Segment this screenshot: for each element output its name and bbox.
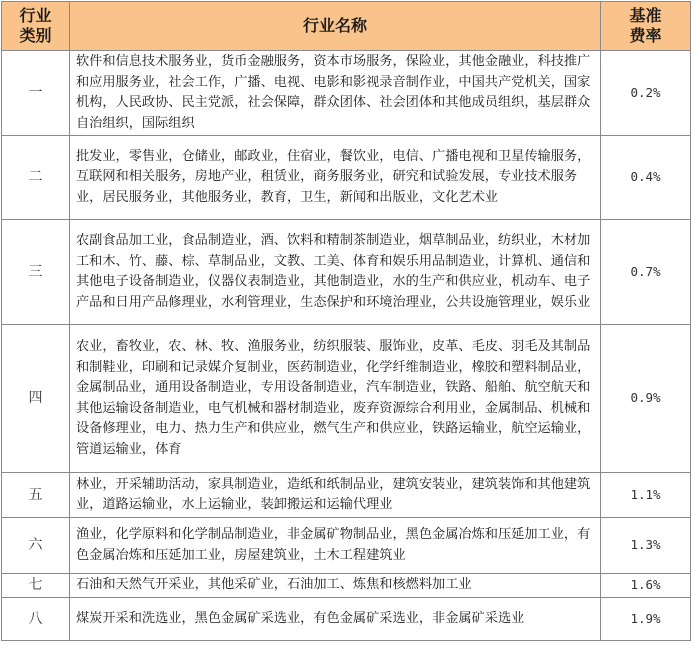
industry-names-cell: 批发业，零售业，仓储业，邮政业，住宿业，餐饮业，电信、广播电视和卫星传输服务，互联网和相关服务，房地产业，租赁业，商务服务业，研究和试验发展，专业技术服务业，居民服务业，其他服务业，教育，卫生，新闻和出版业，文化艺术业	[70, 136, 601, 220]
rate-cell: 0.2%	[601, 51, 691, 136]
header-row	[2, 2, 691, 51]
header-rate-line1: 基准	[629, 6, 662, 25]
header-base-rate	[601, 2, 691, 51]
industry-rate-table	[1, 1, 691, 641]
industry-names-cell: 农业，畜牧业，农、林、牧、渔服务业，纺织服装、服饰业，皮革、毛皮、羽毛及其制品和制鞋业，印刷和记录媒介复制业，医药制造业，化学纤维制造业，橡胶和塑料制品业，金属制品业，通用设备制造业，专用设备制造业，汽车制造业，铁路、船舶、航空航天和其他运输设备制造业，电气机械和器材制造业，废弃资源综合利用业，金属制品、机械和设备修理业，电力、热力生产和供应业，燃气生产和供应业，铁路运输业，航空运输业，管道运输业，体育	[70, 325, 601, 473]
table-row	[2, 574, 691, 598]
industry-names-cell: 农副食品加工业，食品制造业，酒、饮料和精制茶制造业，烟草制品业，纺织业，木材加工和木、竹、藤、棕、草制品业，文教、工美、体育和娱乐用品制造业，计算机、通信和其他电子设备制造业，仪器仪表制造业，其他制造业，水的生产和供应业，机动车、电子产品和日用产品修理业，水利管理业，生态保护和环境治理业，公共设施管理业，娱乐业	[70, 220, 601, 325]
header-industry-name: 行业名称	[70, 2, 601, 51]
rate-cell: 1.6%	[601, 574, 691, 598]
category-cell: 五	[2, 473, 70, 518]
category-cell: 七	[2, 574, 70, 598]
category-cell: 一	[2, 51, 70, 136]
rate-cell: 0.9%	[601, 325, 691, 473]
rate-cell: 1.3%	[601, 518, 691, 574]
header-category-line1: 行业	[19, 6, 52, 25]
rate-cell: 0.4%	[601, 136, 691, 220]
header-category	[2, 2, 70, 51]
category-cell: 四	[2, 325, 70, 473]
category-cell: 二	[2, 136, 70, 220]
category-cell: 三	[2, 220, 70, 325]
table-row	[2, 598, 691, 641]
table-row	[2, 136, 691, 220]
category-cell: 六	[2, 518, 70, 574]
industry-names-cell: 软件和信息技术服务业，货币金融服务，资本市场服务，保险业，其他金融业，科技推广和应用服务业，社会工作，广播、电视、电影和影视录音制作业，中国共产党机关，国家机构，人民政协、民主党派，社会保障，群众团体、社会团体和其他成员组织，基层群众自治组织，国际组织	[70, 51, 601, 136]
rate-cell: 1.9%	[601, 598, 691, 641]
rate-cell: 0.7%	[601, 220, 691, 325]
table-row	[2, 518, 691, 574]
rate-cell: 1.1%	[601, 473, 691, 518]
header-rate-line2: 费率	[629, 26, 662, 45]
industry-names-cell: 煤炭开采和洗选业，黑色金属矿采选业，有色金属矿采选业，非金属矿采选业	[70, 598, 601, 641]
table-row	[2, 51, 691, 136]
table-row	[2, 220, 691, 325]
industry-names-cell: 林业，开采辅助活动，家具制造业，造纸和纸制品业，建筑安装业，建筑装饰和其他建筑业，道路运输业，水上运输业，装卸搬运和运输代理业	[70, 473, 601, 518]
category-cell: 八	[2, 598, 70, 641]
table-row	[2, 473, 691, 518]
industry-names-cell: 渔业，化学原料和化学制品制造业，非金属矿物制品业，黑色金属冶炼和压延加工业，有色金属冶炼和压延加工业，房屋建筑业，土木工程建筑业	[70, 518, 601, 574]
industry-names-cell: 石油和天然气开采业，其他采矿业，石油加工、炼焦和核燃料加工业	[70, 574, 601, 598]
header-category-line2: 类别	[19, 26, 52, 45]
table-row	[2, 325, 691, 473]
